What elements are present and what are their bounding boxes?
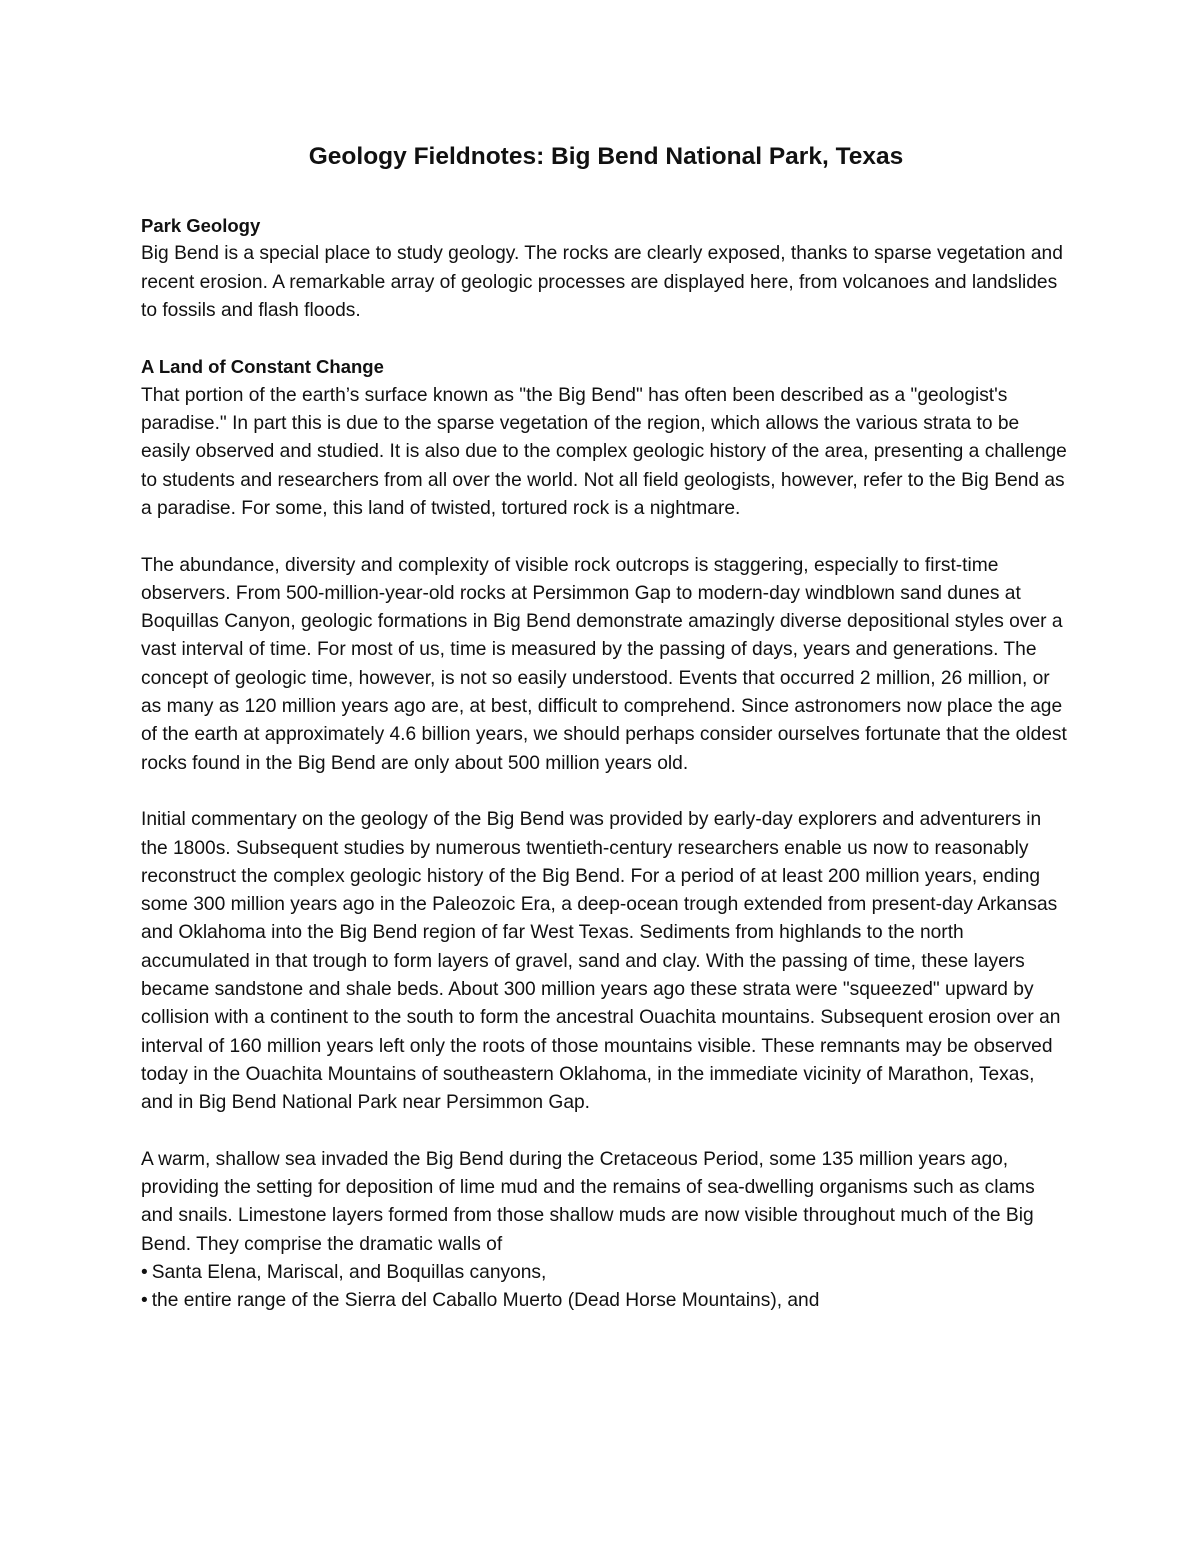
section-park-geology (141, 212, 1071, 325)
paragraph: Big Bend is a special place to study geology. The rocks are clearly exposed, thanks to sparse vegetation and recent erosion. A remarkable array of geologic processes are displayed here, from volcanoes and landslides to fossils and flash floods. (141, 243, 1063, 321)
document-body (141, 140, 1071, 1316)
section-heading: A Land of Constant Change (141, 356, 384, 378)
list-item-text: the entire range of the Sierra del Caballo Muerto (Dead Horse Mountains), and (151, 1290, 820, 1312)
bullet-icon: • (141, 1290, 148, 1312)
list-item (141, 1287, 1071, 1315)
section-land-of-constant-change (141, 353, 1071, 1315)
section-heading: Park Geology (141, 215, 261, 236)
spacer (141, 325, 1071, 353)
spacer (141, 778, 1071, 806)
bullet-icon: • (141, 1261, 148, 1283)
paragraph: A warm, shallow sea invaded the Big Bend during the Cretaceous Period, some 135 million years ago, providing the setting for deposition of lime mud and the remains of sea-dwelling organisms such as clams and snails. Limestone layers formed from those shallow muds are now visible throughout much of the Big Bend. They comprise the dramatic walls of (141, 1148, 1035, 1255)
list-item-text: Santa Elena, Mariscal, and Boquillas canyons, (151, 1261, 547, 1283)
list-item (141, 1259, 1071, 1287)
bullet-list (141, 1259, 1071, 1316)
paragraph: The abundance, diversity and complexity of visible rock outcrops is staggering, especially to first-time observers. From 500-million-year-old rocks at Persimmon Gap to modern-day windblown sand dunes at Boquillas Canyon, geologic formations in Big Bend demonstrate amazingly diverse depositional styles over a vast interval of time. For most of us, time is measured by the passing of days, years and generations. The concept of geologic time, however, is not so easily understood. Events that occurred 2 million, 26 million, or as many as 120 million years ago are, at best, difficult to comprehend. Since astronomers now place the age of the earth at approximately 4.6 billion years, we should perhaps consider ourselves fortunate that the oldest rocks found in the Big Bend are only about 500 million years old. (141, 554, 1067, 774)
document-title: Geology Fieldnotes: Big Bend National Park, Texas (308, 143, 904, 170)
spacer (141, 1118, 1071, 1146)
paragraph: That portion of the earth’s surface known as "the Big Bend" has often been described as a "geologist's paradise." In part this is due to the sparse vegetation of the region, which allows the various strata to be easily observed and studied. It is also due to the complex geologic history of the area, presenting a challenge to students and researchers from all over the world. Not all field geologists, however, refer to the Big Bend as a paradise. For some, this land of twisted, tortured rock is a nightmare. (141, 384, 1067, 519)
paragraph: Initial commentary on the geology of the Big Bend was provided by early-day explorers and adventurers in the 1800s. Subsequent studies by numerous twentieth-century researchers enable us now to reasonably reconstruct the complex geologic history of the Big Bend. For a period of at least 200 million years, ending some 300 million years ago in the Paleozoic Era, a deep-ocean trough extended from present-day Arkansas and Oklahoma into the Big Bend region of far West Texas. Sediments from highlands to the north accumulated in that trough to form layers of gravel, sand and clay. With the passing of time, these layers became sandstone and shale beds. About 300 million years ago these strata were "squeezed" upward by collision with a continent to the south to form the ancestral Ouachita mountains. Subsequent erosion over an interval of 160 million years left only the roots of those mountains visible. These remnants may be observed today in the Ouachita Mountains of southeastern Oklahoma, in the immediate vicinity of Marathon, Texas, and in Big Bend National Park near Persimmon Gap. (141, 809, 1061, 1114)
spacer (141, 523, 1071, 551)
